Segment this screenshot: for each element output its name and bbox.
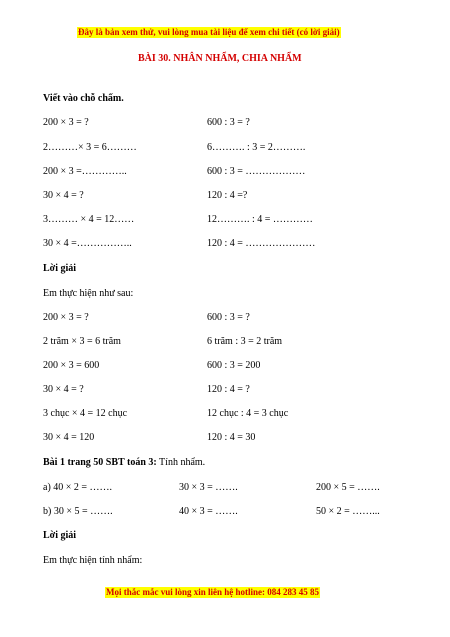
exercise-cell: 50 × 2 = ……... [316,506,380,517]
solution-row-left: 30 × 4 = 120 [43,432,95,443]
exercise-row-left: 2………× 3 = 6……… [43,142,137,153]
section-heading: Viết vào chỗ chấm. [43,93,124,104]
exercise-label: Bài 1 trang 50 SBT toán 3: [43,457,157,468]
solution-row-right: 120 : 4 = ? [207,384,250,395]
exercise-row-left: 30 × 4 = ? [43,190,84,201]
exercise-row-right: 6………. : 3 = 2………. [207,142,306,153]
solution-heading: Lời giải [43,263,77,274]
header-banner: Đây là bản xem thử, vui lòng mua tài liệu để xem chi tiết (có lời giải) [78,27,340,37]
solution-row-right: 12 chục : 4 = 3 chục [207,408,289,419]
solution-row-left: 3 chục × 4 = 12 chục [43,408,128,419]
solution-row-left: 200 × 3 = ? [43,312,89,323]
solution-row-right: 6 trăm : 3 = 2 trăm [207,336,283,347]
exercise-cell: 30 × 3 = ……. [179,482,238,493]
solution-heading: Lời giải [43,530,77,541]
footer-banner: Mọi thắc mắc vui lòng xin liên hệ hotline: 084 283 45 85 [106,587,320,597]
exercise-row-left: 200 × 3 =………….. [43,166,127,177]
exercise-instruction: Tính nhẩm. [156,457,206,468]
exercise-heading [43,457,205,469]
exercise-cell: 200 × 5 = ……. [316,482,380,493]
solution-intro: Em thực hiện tính nhẩm: [43,555,143,566]
exercise-cell: 40 × 3 = ……. [179,506,238,517]
exercise-row-right: 12………. : 4 = ………… [207,214,313,225]
solution-row-right: 600 : 3 = 200 [207,360,261,371]
exercise-cell: b) 30 × 5 = ……. [43,506,113,517]
exercise-row-right: 600 : 3 = ? [207,117,250,128]
solution-row-right: 600 : 3 = ? [207,312,250,323]
exercise-row-left: 3……… × 4 = 12…… [43,214,135,225]
solution-row-left: 200 × 3 = 600 [43,360,100,371]
exercise-row-right: 120 : 4 = ………………… [207,238,316,249]
solution-row-left: 2 trăm × 3 = 6 trăm [43,336,121,347]
exercise-cell: a) 40 × 2 = ……. [43,482,113,493]
exercise-row-left: 30 × 4 =…………….. [43,238,132,249]
exercise-row-right: 120 : 4 =? [207,190,248,201]
solution-intro: Em thực hiện như sau: [43,288,134,299]
solution-row-right: 120 : 4 = 30 [207,432,256,443]
solution-row-left: 30 × 4 = ? [43,384,84,395]
exercise-row-left: 200 × 3 = ? [43,117,89,128]
exercise-row-right: 600 : 3 = ……………… [207,166,306,177]
page-title: BÀI 30. NHÂN NHẨM, CHIA NHẨM [138,53,302,64]
